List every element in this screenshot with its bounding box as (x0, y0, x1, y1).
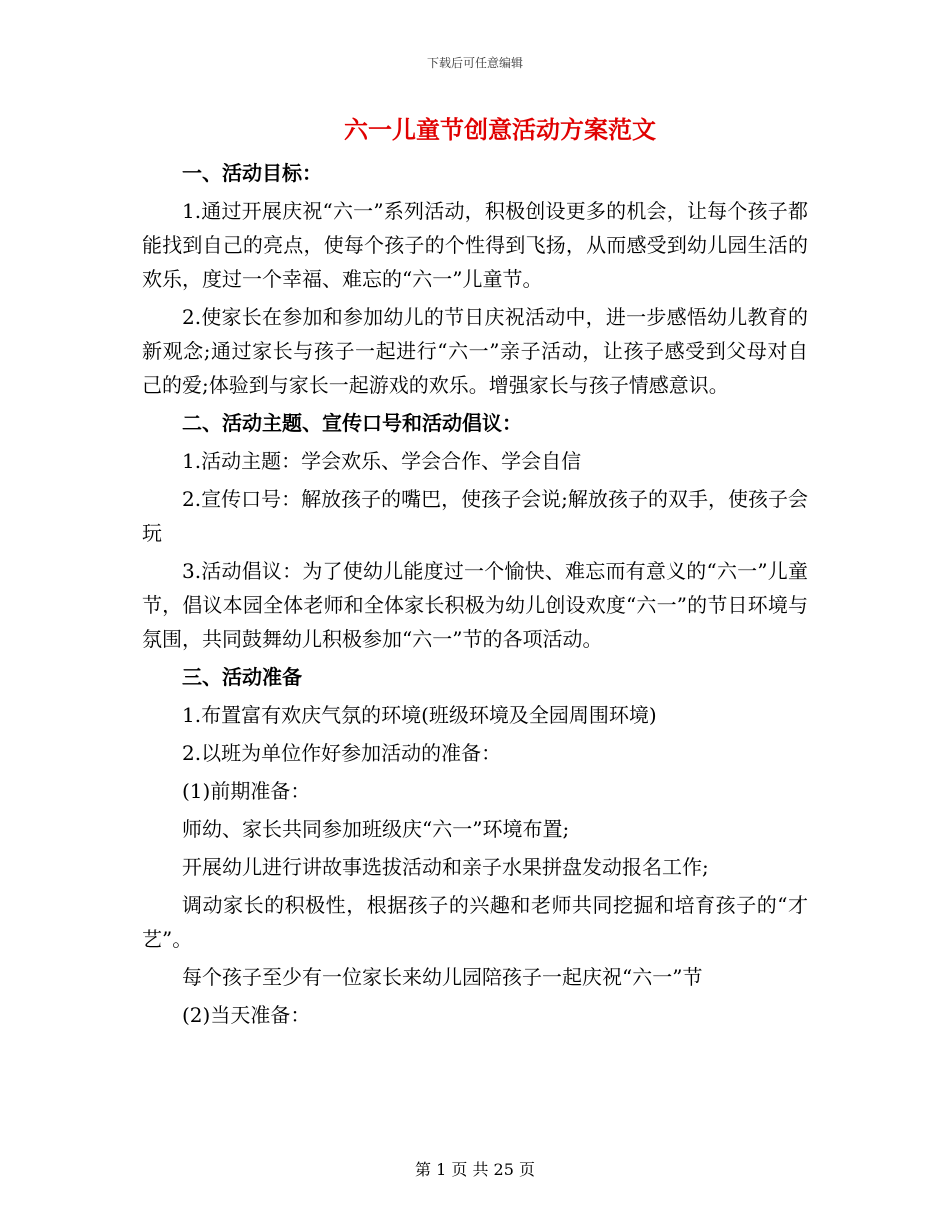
section-heading-3: 三、活动准备 (182, 665, 302, 689)
paragraph: 师幼、家长共同参加班级庆“六一”环境布置; (182, 817, 570, 841)
paragraph: 2.宣传口号：解放孩子的嘴巴，使孩子会说;解放孩子的双手，使孩子会玩 (142, 487, 808, 545)
paragraph: (1)前期准备： (182, 779, 311, 803)
section-heading-1: 一、活动目标： (182, 161, 322, 185)
paragraph: 1.布置富有欢庆气氛的环境(班级环境及全园周围环境) (182, 703, 657, 727)
document-title: 六一儿童节创意活动方案范文 (344, 115, 656, 144)
page-number-footer: 第 1 页 共 25 页 (415, 1160, 535, 1179)
document-body (142, 114, 808, 1036)
paragraph: (2)当天准备： (182, 1003, 311, 1027)
paragraph: 开展幼儿进行讲故事选拔活动和亲子水果拼盘发动报名工作; (182, 855, 709, 879)
paragraph: 每个孩子至少有一位家长来幼儿园陪孩子一起庆祝“六一”节 (182, 965, 703, 989)
header-note: 下载后可任意编辑 (426, 56, 523, 70)
paragraph: 1.通过开展庆祝“六一”系列活动，积极创设更多的机会，让每个孩子都能找到自己的亮点，使每个孩子的个性得到飞扬，从而感受到幼儿园生活的欢乐，度过一个幸福、难忘的“六一”儿童节。 (142, 199, 808, 291)
section-heading-2: 二、活动主题、宣传口号和活动倡议： (182, 411, 522, 435)
paragraph: 1.活动主题：学会欢乐、学会合作、学会自信 (182, 449, 582, 473)
paragraph: 调动家长的积极性，根据孩子的兴趣和老师共同挖掘和培育孩子的“才艺”。 (142, 893, 808, 951)
paragraph: 2.以班为单位作好参加活动的准备： (182, 741, 502, 765)
paragraph: 2.使家长在参加和参加幼儿的节日庆祝活动中，进一步感悟幼儿教育的新观念;通过家长与孩子一起进行“六一”亲子活动，让孩子感受到父母对自己的爱;体验到与家长一起游戏的欢乐。增强家长与孩子情感意识。 (142, 305, 808, 397)
paragraph: 3.活动倡议：为了使幼儿能度过一个愉快、难忘而有意义的“六一”儿童节，倡议本园全体老师和全体家长积极为幼儿创设欢度“六一”的节日环境与氛围，共同鼓舞幼儿积极参加“六一”节的各项活动。 (142, 559, 808, 651)
